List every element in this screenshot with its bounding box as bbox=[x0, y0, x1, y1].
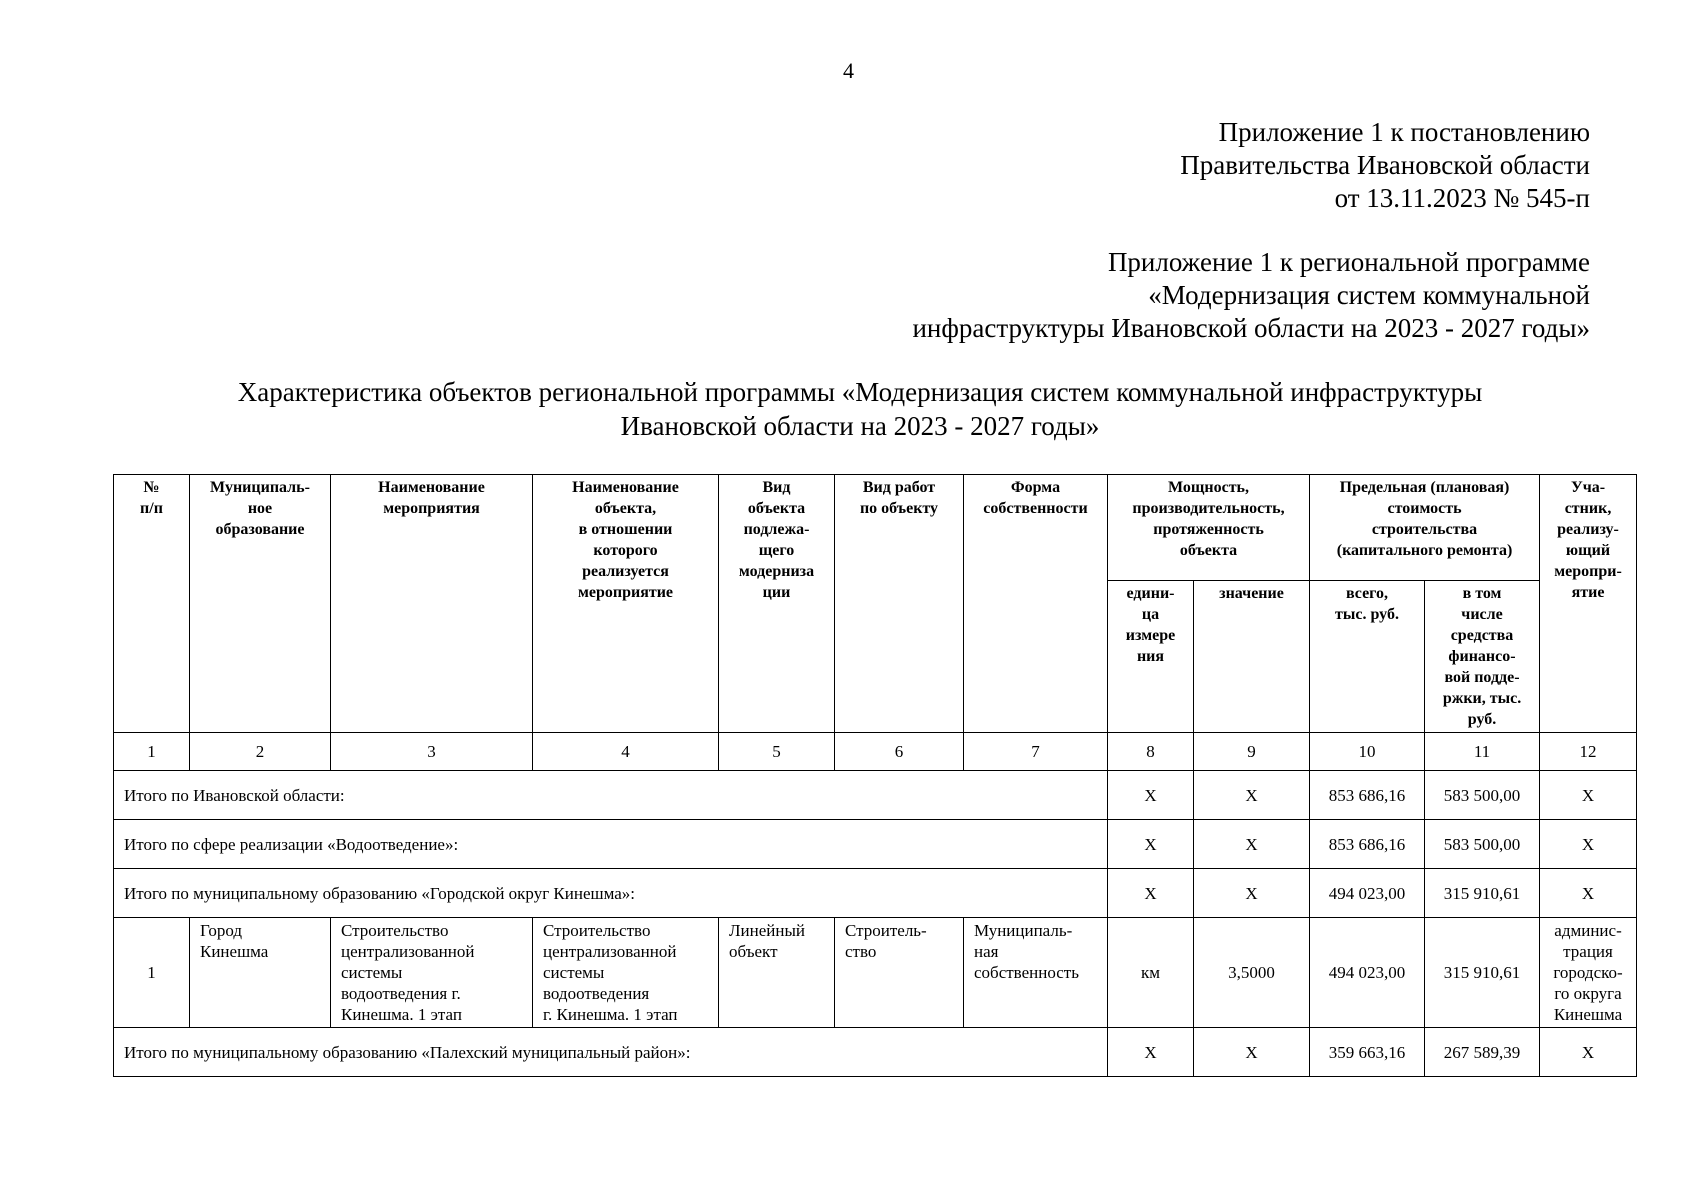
header-text: Муниципаль- bbox=[210, 479, 310, 496]
cell-line: Строитель- bbox=[845, 921, 927, 940]
header-text: тыс. руб. bbox=[1335, 606, 1399, 623]
header-text: средства bbox=[1450, 627, 1514, 644]
header-object-name bbox=[533, 475, 719, 733]
header-text: измере bbox=[1125, 627, 1176, 644]
total-value: Х bbox=[1194, 1028, 1310, 1077]
appendix-decree-line: Правительства Ивановской области bbox=[1180, 150, 1590, 180]
header-text: образование bbox=[215, 521, 305, 538]
header-municipality bbox=[190, 475, 331, 733]
header-text: финансо- bbox=[1448, 648, 1516, 665]
header-object-type bbox=[719, 475, 835, 733]
header-text: значение bbox=[1219, 585, 1284, 602]
column-number: 8 bbox=[1108, 733, 1194, 771]
cell-line: ная bbox=[974, 942, 999, 961]
header-text: ятие bbox=[1571, 584, 1605, 601]
objects-table bbox=[113, 474, 1637, 1077]
total-value: Х bbox=[1194, 820, 1310, 869]
header-text: ния bbox=[1136, 648, 1165, 665]
header-text: собственности bbox=[983, 500, 1088, 517]
header-text: № bbox=[143, 479, 160, 496]
header-participant bbox=[1540, 475, 1637, 733]
cell-line: централизованной bbox=[543, 942, 677, 961]
header-text: в том bbox=[1462, 585, 1502, 602]
header-text: производительность, bbox=[1132, 500, 1285, 517]
row-object-type bbox=[719, 918, 835, 1028]
header-text: реализуется bbox=[582, 563, 669, 580]
row-num: 1 bbox=[114, 918, 190, 1028]
table-row bbox=[114, 918, 1637, 1028]
header-text: реализу- bbox=[1557, 521, 1619, 538]
total-row-sphere bbox=[114, 820, 1637, 869]
column-number: 7 bbox=[964, 733, 1108, 771]
header-text: Вид работ bbox=[862, 479, 936, 496]
header-text: в отношении bbox=[578, 521, 673, 538]
column-number: 12 bbox=[1540, 733, 1637, 771]
header-text: Предельная (плановая) bbox=[1339, 479, 1510, 496]
header-cost bbox=[1310, 475, 1540, 581]
header-text: щего bbox=[758, 542, 795, 559]
table-header bbox=[114, 475, 1637, 733]
cell-line: объект bbox=[729, 942, 778, 961]
total-label: Итого по Ивановской области: bbox=[114, 771, 1108, 820]
total-support: 315 910,61 bbox=[1425, 869, 1540, 918]
column-number: 10 bbox=[1310, 733, 1425, 771]
cell-line: Кинешма bbox=[1553, 1005, 1623, 1024]
header-text: которого bbox=[593, 542, 658, 559]
total-cost: 359 663,16 bbox=[1310, 1028, 1425, 1077]
row-ownership bbox=[964, 918, 1108, 1028]
header-text: ржки, тыс. bbox=[1442, 690, 1522, 707]
total-participant: Х bbox=[1540, 820, 1637, 869]
total-value: Х bbox=[1194, 771, 1310, 820]
column-number: 4 bbox=[533, 733, 719, 771]
cell-line: водоотведения bbox=[543, 984, 650, 1003]
header-text: строительства bbox=[1371, 521, 1478, 538]
cell-line: го округа bbox=[1554, 984, 1622, 1003]
header-text: объекта, bbox=[594, 500, 657, 517]
total-cost: 853 686,16 bbox=[1310, 820, 1425, 869]
header-text: Наименование bbox=[572, 479, 679, 496]
header-unit bbox=[1108, 581, 1194, 733]
header-text: руб. bbox=[1467, 711, 1497, 728]
header-text: Мощность, bbox=[1167, 479, 1250, 496]
row-event-name bbox=[331, 918, 533, 1028]
cell-line: ство bbox=[845, 942, 877, 961]
column-number: 2 bbox=[190, 733, 331, 771]
total-row-palekh bbox=[114, 1028, 1637, 1077]
header-text: ции bbox=[762, 584, 791, 601]
row-object-name bbox=[533, 918, 719, 1028]
column-number: 5 bbox=[719, 733, 835, 771]
total-support: 583 500,00 bbox=[1425, 820, 1540, 869]
total-unit: Х bbox=[1108, 820, 1194, 869]
appendix-decree-line: Приложение 1 к постановлению bbox=[1218, 117, 1590, 147]
total-unit: Х bbox=[1108, 869, 1194, 918]
header-text: едини- bbox=[1126, 585, 1175, 602]
appendix-program bbox=[912, 246, 1590, 345]
header-text: стник, bbox=[1564, 500, 1612, 517]
header-text: п/п bbox=[140, 500, 163, 517]
header-text: подлежа- bbox=[743, 521, 810, 538]
header-text: мероприятие bbox=[577, 584, 674, 601]
header-value bbox=[1194, 581, 1310, 733]
appendix-decree bbox=[1180, 116, 1590, 215]
column-number: 3 bbox=[331, 733, 533, 771]
row-unit: км bbox=[1108, 918, 1194, 1028]
appendix-decree-line: от 13.11.2023 № 545-п bbox=[1334, 183, 1590, 213]
cell-line: Строительство bbox=[543, 921, 651, 940]
header-num bbox=[114, 475, 190, 733]
row-municipality bbox=[190, 918, 331, 1028]
appendix-program-line: «Модернизация систем коммунальной bbox=[1148, 280, 1590, 310]
header-work-type bbox=[835, 475, 964, 733]
header-text: всего, bbox=[1345, 585, 1389, 602]
header-text: протяженность bbox=[1153, 521, 1264, 538]
cell-line: водоотведения г. bbox=[341, 984, 461, 1003]
total-participant: Х bbox=[1540, 869, 1637, 918]
total-unit: Х bbox=[1108, 771, 1194, 820]
cell-line: централизованной bbox=[341, 942, 475, 961]
header-text: Уча- bbox=[1570, 479, 1606, 496]
cell-line: Город bbox=[200, 921, 242, 940]
total-label: Итого по сфере реализации «Водоотведение»: bbox=[114, 820, 1108, 869]
header-row bbox=[114, 475, 1637, 581]
page-number: 4 bbox=[843, 58, 854, 83]
header-text: ца bbox=[1141, 606, 1160, 623]
cell-line: городско- bbox=[1553, 963, 1623, 982]
row-work-type bbox=[835, 918, 964, 1028]
header-text: объекта bbox=[1179, 542, 1238, 559]
total-row-kineshma bbox=[114, 869, 1637, 918]
column-numbers-row bbox=[114, 733, 1637, 771]
column-number: 9 bbox=[1194, 733, 1310, 771]
table-body bbox=[114, 733, 1637, 1077]
cell-line: системы bbox=[543, 963, 605, 982]
appendix-program-line: Приложение 1 к региональной программе bbox=[1107, 247, 1590, 277]
total-value: Х bbox=[1194, 869, 1310, 918]
row-participant bbox=[1540, 918, 1637, 1028]
total-support: 583 500,00 bbox=[1425, 771, 1540, 820]
document-title bbox=[110, 375, 1610, 443]
column-number: 6 bbox=[835, 733, 964, 771]
header-ownership bbox=[964, 475, 1108, 733]
total-participant: Х bbox=[1540, 1028, 1637, 1077]
header-text: меропри- bbox=[1554, 563, 1622, 580]
header-text: объекта bbox=[747, 500, 806, 517]
header-text: модерниза bbox=[738, 563, 815, 580]
header-text: Наименование bbox=[378, 479, 485, 496]
row-value: 3,5000 bbox=[1194, 918, 1310, 1028]
header-text: вой подде- bbox=[1444, 669, 1520, 686]
appendix-program-line: инфраструктуры Ивановской области на 2023 - 2027 годы» bbox=[912, 313, 1590, 343]
header-support bbox=[1425, 581, 1540, 733]
cell-line: собственность bbox=[974, 963, 1079, 982]
document-title-line: Ивановской области на 2023 - 2027 годы» bbox=[620, 411, 1100, 441]
header-event-name bbox=[331, 475, 533, 733]
document-title-line: Характеристика объектов региональной программы «Модернизация систем коммунальной инфраструктуры bbox=[237, 377, 1483, 407]
cell-line: Муниципаль- bbox=[974, 921, 1073, 940]
header-text: ное bbox=[247, 500, 273, 517]
total-label: Итого по муниципальному образованию «Палехский муниципальный район»: bbox=[114, 1028, 1108, 1077]
total-unit: Х bbox=[1108, 1028, 1194, 1077]
total-cost: 494 023,00 bbox=[1310, 869, 1425, 918]
cell-line: г. Кинешма. 1 этап bbox=[543, 1005, 678, 1024]
cell-line: Кинешма. 1 этап bbox=[341, 1005, 462, 1024]
header-text: Форма bbox=[1010, 479, 1061, 496]
cell-line: Кинешма bbox=[200, 942, 269, 961]
header-text: по объекту bbox=[859, 500, 939, 517]
cell-line: трация bbox=[1563, 942, 1613, 961]
total-row-region bbox=[114, 771, 1637, 820]
header-text: (капитального ремонта) bbox=[1336, 542, 1513, 559]
column-number: 11 bbox=[1425, 733, 1540, 771]
cell-line: админис- bbox=[1554, 921, 1622, 940]
row-support: 315 910,61 bbox=[1425, 918, 1540, 1028]
header-text: числе bbox=[1461, 606, 1503, 623]
total-cost: 853 686,16 bbox=[1310, 771, 1425, 820]
header-capacity bbox=[1108, 475, 1310, 581]
header-total bbox=[1310, 581, 1425, 733]
column-number: 1 bbox=[114, 733, 190, 771]
total-participant: Х bbox=[1540, 771, 1637, 820]
cell-line: системы bbox=[341, 963, 403, 982]
header-text: Вид bbox=[762, 479, 791, 496]
row-total-cost: 494 023,00 bbox=[1310, 918, 1425, 1028]
total-support: 267 589,39 bbox=[1425, 1028, 1540, 1077]
total-label: Итого по муниципальному образованию «Городской округ Кинешма»: bbox=[114, 869, 1108, 918]
header-text: стоимость bbox=[1387, 500, 1462, 517]
header-text: мероприятия bbox=[383, 500, 480, 517]
cell-line: Линейный bbox=[729, 921, 805, 940]
header-text: ющий bbox=[1565, 542, 1611, 559]
cell-line: Строительство bbox=[341, 921, 449, 940]
